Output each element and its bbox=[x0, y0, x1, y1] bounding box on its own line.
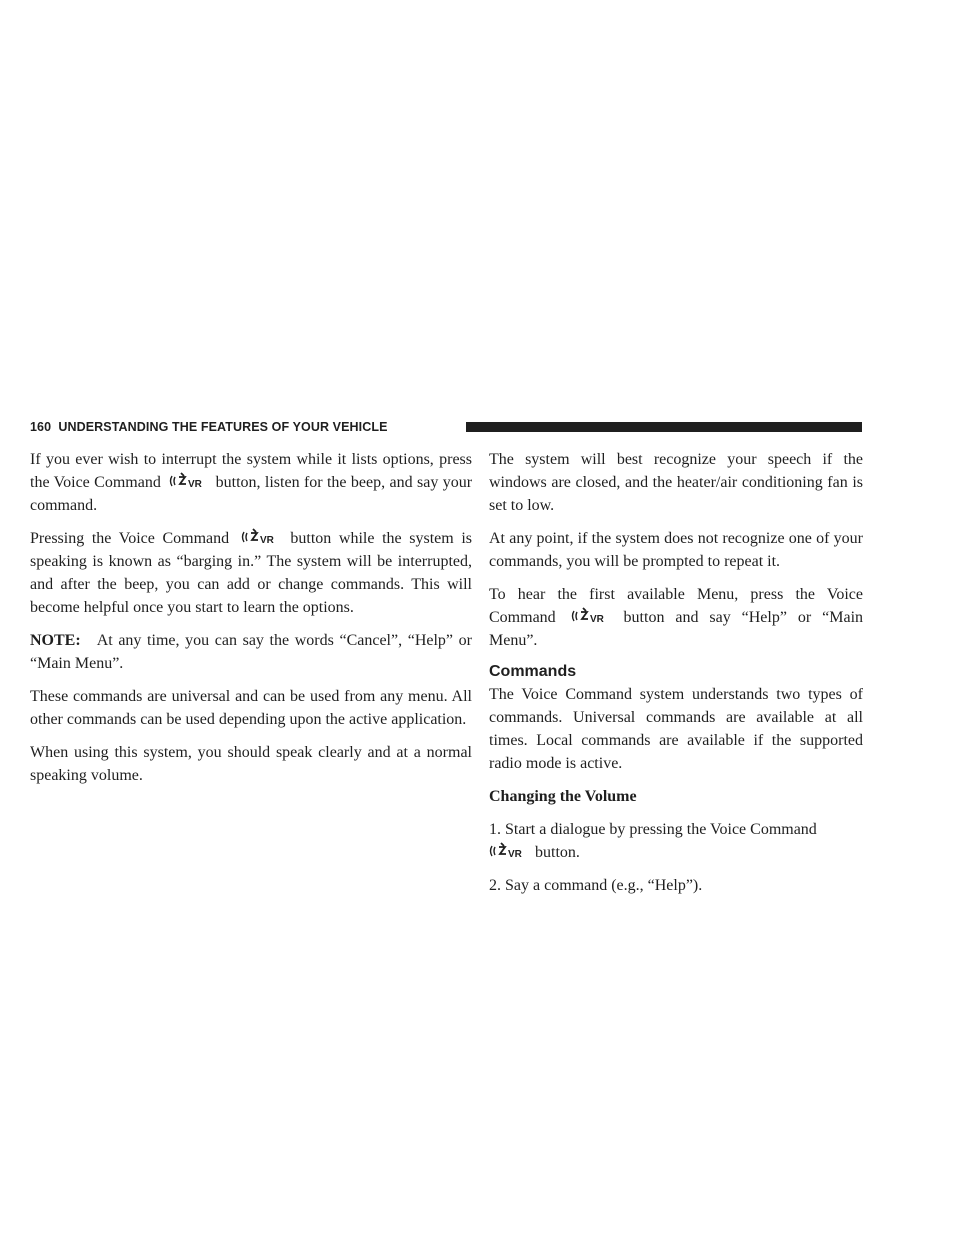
svg-text:VR: VR bbox=[188, 479, 203, 490]
left-column bbox=[30, 448, 472, 797]
commands-heading: Commands bbox=[489, 663, 577, 680]
text: button. bbox=[535, 844, 580, 861]
text: button while the system is speaking is known as “barging in.” The system will be interrupted, and after the beep, you can add or change commands. This will become helpful once you start to learn the options. bbox=[30, 530, 472, 616]
text: To hear the first available Menu, press the Voice Command bbox=[489, 586, 863, 626]
header-text bbox=[30, 420, 388, 434]
voice-command-icon bbox=[571, 607, 609, 625]
paragraph-interrupt bbox=[30, 448, 472, 517]
note-text: At any time, you can say the words “Cancel”, “Help” or “Main Menu”. bbox=[30, 632, 472, 672]
note-paragraph bbox=[30, 629, 472, 675]
note-label: NOTE: bbox=[30, 632, 81, 649]
section-title: UNDERSTANDING THE FEATURES OF YOUR VEHICLE bbox=[58, 420, 388, 434]
voice-command-icon bbox=[489, 842, 527, 860]
text: button and say “Help” or “Main Menu”. bbox=[489, 609, 864, 649]
text: button, listen for the beep, and say your command. bbox=[30, 474, 473, 514]
header-rule bbox=[466, 422, 862, 432]
paragraph-main-menu bbox=[489, 583, 863, 652]
page-number: 160 bbox=[30, 420, 52, 434]
voice-command-icon bbox=[169, 472, 207, 490]
right-column bbox=[489, 448, 863, 907]
text: Pressing the Voice Command bbox=[30, 530, 230, 547]
paragraph-recognize-speech: The system will best recognize your speech if the windows are closed, and the heater/air conditioning fan is set to low. bbox=[489, 451, 863, 514]
page-header bbox=[30, 416, 862, 438]
voice-command-icon bbox=[241, 528, 279, 546]
step-2: 2. Say a command (e.g., “Help”). bbox=[489, 877, 703, 894]
svg-text:VR: VR bbox=[508, 849, 522, 860]
paragraph-barging-in bbox=[30, 527, 472, 619]
svg-text:VR: VR bbox=[259, 535, 274, 546]
changing-volume-heading: Changing the Volume bbox=[489, 788, 637, 805]
paragraph-speak-clearly: When using this system, you should speak clearly and at a normal speaking volume. bbox=[30, 744, 472, 784]
paragraph-universal-commands: These commands are universal and can be used from any menu. All other commands can be used depending upon the active application. bbox=[30, 688, 472, 728]
paragraph-repeat: At any point, if the system does not recognize one of your commands, you will be prompted to repeat it. bbox=[489, 530, 863, 570]
step-1 bbox=[489, 818, 863, 864]
paragraph-command-types: The Voice Command system understands two types of commands. Universal commands are available at all times. Local commands are available if the supported radio mode is active. bbox=[489, 686, 863, 772]
svg-text:VR: VR bbox=[589, 614, 604, 625]
text: 1. Start a dialogue by pressing the Voice Command bbox=[489, 821, 817, 838]
text: If you ever wish to interrupt the system while it lists options, press the Voice Command bbox=[30, 451, 472, 491]
